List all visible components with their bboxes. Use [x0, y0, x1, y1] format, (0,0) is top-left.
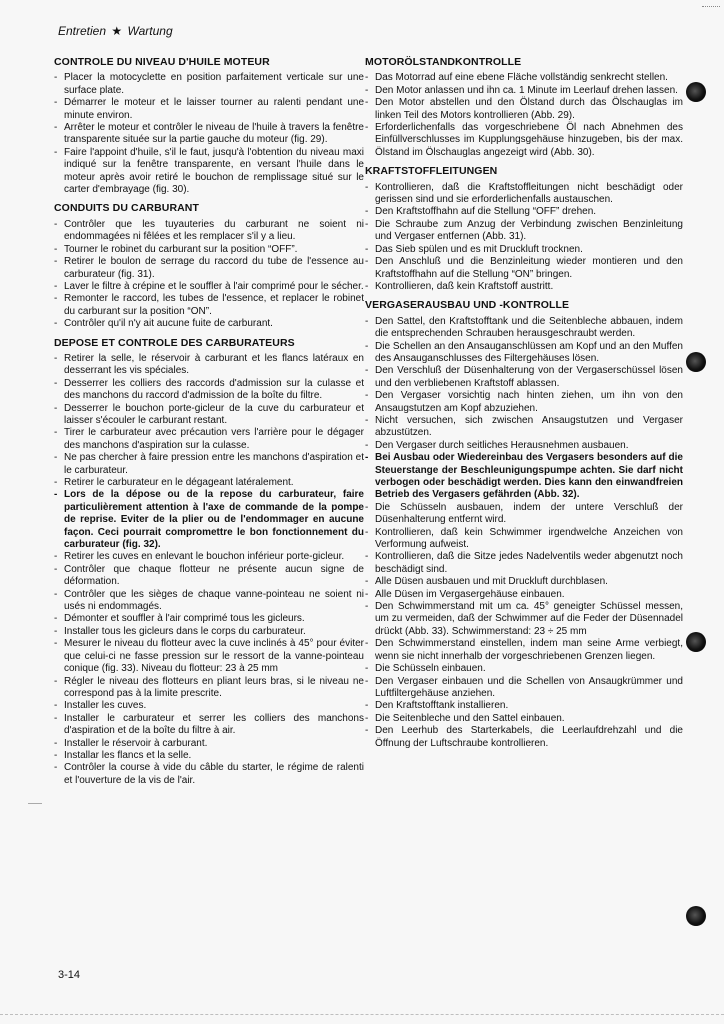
list-item: - Installer le carburateur et serrer les colliers des manchons d'aspiration et de la boîte du filtre à air. — [54, 713, 364, 738]
list-item: - Die Schüsseln ausbauen, indem der untere Verschluß der Düsenhalterung entfernt wird. — [365, 502, 683, 527]
list-item: - Die Seitenbleche und den Sattel einbauen. — [365, 713, 683, 725]
star-icon: ★ — [111, 24, 123, 38]
list-item: - Régler le niveau des flotteurs en pliant leurs bras, si le niveau ne correspond pas à la limite prescrite. — [54, 676, 364, 701]
list-item: - Contrôler la course à vide du câble du starter, le régime de ralenti et l'ouverture de la vis de l'air. — [54, 762, 364, 787]
warning-item: - Lors de la dépose ou de la repose du carburateur, faire particulièrement attention à l'axe de commande de la pompe de reprise. Eviter de la plier ou de l'endommager en aucune façon. Ceci pourrait compromettre le bon fonctionnement du carburateur (fig. 32). — [54, 489, 364, 551]
section-carburetor-de — [365, 299, 683, 750]
section-fuel-lines-de — [365, 165, 683, 293]
section-title: VERGASERAUSBAU UND -KONTROLLE — [365, 299, 570, 312]
list-item: - Den Kraftstoffhahn auf die Stellung “OFF” drehen. — [365, 206, 683, 218]
list-item: - Den Motor anlassen und ihn ca. 1 Minute im Leerlauf drehen lassen. — [365, 85, 683, 97]
column-french — [54, 56, 364, 793]
list-item: - Retirer le carburateur en le dégageant latéralement. — [54, 477, 364, 489]
punch-hole-icon — [686, 906, 706, 926]
list-item: - Alle Düsen ausbauen und mit Druckluft durchblasen. — [365, 576, 683, 588]
list-item: - Kontrollieren, daß die Kraftstoffleitungen nicht beschädigt oder gerissen sind und sie erforderlichenfalls austauschen. — [365, 182, 683, 207]
list-item: - Retirer les cuves en enlevant le bouchon inférieur porte-gicleur. — [54, 551, 364, 563]
list-item: - Den Anschluß und die Benzinleitung wieder montieren und den Kraftstoffhahn auf die Stellung “ON” bringen. — [365, 256, 683, 281]
step-list — [365, 182, 683, 294]
list-item: - Mesurer le niveau du flotteur avec la cuve inclinés à 45° pour éviter que celui-ci ne fasse pression sur le ressort de la vanne-pointeau conique (fig. 33). Niveau du flotteur: 23 à 25 mm — [54, 638, 364, 675]
list-item: - Kontrollieren, daß kein Schwimmer irgendwelche Anzeichen von Verformung aufweist. — [365, 527, 683, 552]
section-title: KRAFTSTOFFLEITUNGEN — [365, 165, 498, 178]
step-list — [54, 353, 364, 787]
list-item: - Installer les cuves. — [54, 700, 364, 712]
list-item: - Den Schwimmerstand mit um ca. 45° geneigter Schüssel messen, um zu vermeiden, daß der Schwimmer auf die Feder der Düsennadel drückt (Abb. 33). Schwimmerstand: 23 ÷ 25 mm — [365, 601, 683, 638]
list-item: - Laver le filtre à crépine et le souffler à l'air comprimé pour le sécher. — [54, 281, 364, 293]
list-item: - Den Vergaser einbauen und die Schellen von Ansaugkrümmer und Luftfiltergehäuse anziehen. — [365, 676, 683, 701]
punch-hole-icon — [686, 352, 706, 372]
list-item: - Contrôler qu'il n'y ait aucune fuite de carburant. — [54, 318, 364, 330]
list-item: - Den Verschluß der Düsenhalterung von der Vergaserschüssel lösen und den verbliebenen Kraftstoff ablassen. — [365, 365, 683, 390]
list-item: - Alle Düsen im Vergasergehäuse einbauen. — [365, 589, 683, 601]
list-item: - Erforderlichenfalls das vorgeschriebene Öl nach Abnehmen des Einfüllverschlusses im Kupplungsgehäuse hinzugeben, bis der max. Ölstand im Ölschauglas angezeigt wird (Abb. 30). — [365, 122, 683, 159]
margin-mark — [28, 803, 42, 804]
list-item: - Kontrollieren, daß kein Kraftstoff austritt. — [365, 281, 683, 293]
list-item: - Den Leerhub des Starterkabels, die Leerlaufdrehzahl und die Öffnung der Luftschraube kontrollieren. — [365, 725, 683, 750]
list-item: - Ne pas chercher à faire pression entre les manchons d'aspiration et le carburateur. — [54, 452, 364, 477]
list-item: - Das Sieb spülen und es mit Druckluft trocknen. — [365, 244, 683, 256]
column-german — [365, 56, 683, 756]
punch-hole-icon — [686, 632, 706, 652]
list-item: - Den Vergaser vorsichtig nach hinten ziehen, um ihn von den Ansaugstutzen am Kopf abzuziehen. — [365, 390, 683, 415]
section-title: CONDUITS DU CARBURANT — [54, 202, 200, 215]
scan-edge — [0, 1014, 724, 1016]
list-item: - Contrôler que les sièges de chaque vanne-pointeau ne soient ni usés ni endommagés. — [54, 589, 364, 614]
page-number: 3-14 — [58, 969, 81, 981]
list-item: - Den Sattel, den Kraftstofftank und die Seitenbleche abbauen, indem die entsprechenden Schrauben herausgeschraubt werden. — [365, 316, 683, 341]
list-item: - Contrôler que les tuyauteries du carburant ne soient ni endommagées ni fêlées et les remplacer s'il y a lieu. — [54, 219, 364, 244]
warning-item: - Bei Ausbau oder Wiedereinbau des Vergasers besonders auf die Steuerstange der Beschleunigungspumpe achten. Sie darf nicht verbogen oder beschädigt werden. Dies kann den einwandfreien Betrieb des Vergasers gefährden (Abb. 32). — [365, 452, 683, 502]
step-list — [365, 316, 683, 750]
list-item: - Placer la motocyclette en position parfaitement verticale sur une surface plate. — [54, 72, 364, 97]
list-item: - Desserrer les colliers des raccords d'admission sur la culasse et des manchons du raccord d'admission de la boîte du filtre. — [54, 378, 364, 403]
section-title: DEPOSE ET CONTROLE DES CARBURATEURS — [54, 336, 295, 349]
list-item: - Démarrer le moteur et le laisser tourner au ralenti pendant une minute environ. — [54, 97, 364, 122]
list-item: - Die Schüsseln einbauen. — [365, 663, 683, 675]
step-list — [54, 219, 364, 331]
list-item: - Den Vergaser durch seitliches Herausnehmen ausbauen. — [365, 440, 683, 452]
section-oil-level-fr — [54, 56, 364, 196]
scan-mark — [702, 6, 720, 11]
list-item: - Den Motor abstellen und den Ölstand durch das Ölschauglas im linken Teil des Motors kontrollieren (Abb. 29). — [365, 97, 683, 122]
step-list — [54, 72, 364, 196]
list-item: - Das Motorrad auf eine ebene Fläche vollständig senkrecht stellen. — [365, 72, 683, 84]
section-title: MOTORÖLSTANDKONTROLLE — [365, 56, 522, 68]
list-item: - Nicht versuchen, sich zwischen Ansaugstutzen und Vergaser abzustützen. — [365, 415, 683, 440]
list-item: - Installer tous les gicleurs dans le corps du carburateur. — [54, 626, 364, 638]
list-item: - Faire l'appoint d'huile, s'il le faut, jusqu'à l'obtention du niveau maxi indiqué sur la fenêtre transparente, en versant l'huile dans le moteur après avoir retiré le bouchon de remplissage situé sur le carter d'embrayage (fig. 30). — [54, 147, 364, 197]
section-oil-level-de — [365, 56, 683, 159]
list-item: - Retirer le boulon de serrage du raccord du tube de l'essence au carburateur (fig. 31). — [54, 256, 364, 281]
list-item: - Den Schwimmerstand einstellen, indem man seine Arme verbiegt, wenn sie nicht innerhalb der vorgeschriebenen Grenzen liegen. — [365, 638, 683, 663]
list-item: - Retirer la selle, le réservoir à carburant et les flancs latéraux en desserrant les vis spéciales. — [54, 353, 364, 378]
list-item: - Den Kraftstofftank installieren. — [365, 700, 683, 712]
list-item: - Kontrollieren, daß die Sitze jedes Nadelventils weder abgenutzt noch beschädigt sind. — [365, 551, 683, 576]
header-right: Wartung — [127, 24, 173, 38]
list-item: - Die Schraube zum Anzug der Verbindung zwischen Benzinleitung und Vergaser entfernen (Abb. 31). — [365, 219, 683, 244]
page-header — [58, 24, 173, 38]
list-item: - Tirer le carburateur avec précaution vers l'arrière pour le dégager des manchons d'aspiration sur la culasse. — [54, 427, 364, 452]
section-carburetor-fr — [54, 337, 364, 788]
list-item: - Tourner le robinet du carburant sur la position “OFF”. — [54, 244, 364, 256]
list-item: - Installar les flancs et la selle. — [54, 750, 364, 762]
section-fuel-lines-fr — [54, 202, 364, 330]
list-item: - Remonter le raccord, les tubes de l'essence, et replacer le robinet du carburant sur la position “ON”. — [54, 293, 364, 318]
step-list — [365, 72, 683, 159]
list-item: - Installer le réservoir à carburant. — [54, 738, 364, 750]
header-left: Entretien — [58, 24, 107, 38]
list-item: - Démonter et souffler à l'air comprimé tous les gicleurs. — [54, 613, 364, 625]
list-item: - Contrôler que chaque flotteur ne présente aucun signe de déformation. — [54, 564, 364, 589]
list-item: - Desserrer le bouchon porte-gicleur de la cuve du carburateur et laisser s'écouler le carburant restant. — [54, 403, 364, 428]
list-item: - Die Schellen an den Ansauganschlüssen am Kopf und an den Muffen des Ansauganschlusses des Filtergehäuses lösen. — [365, 341, 683, 366]
punch-hole-icon — [686, 82, 706, 102]
section-title: CONTROLE DU NIVEAU D'HUILE MOTEUR — [54, 56, 270, 68]
list-item: - Arrêter le moteur et contrôler le niveau de l'huile à travers la fenêtre transparente située sur la partie gauche du moteur (fig. 29). — [54, 122, 364, 147]
